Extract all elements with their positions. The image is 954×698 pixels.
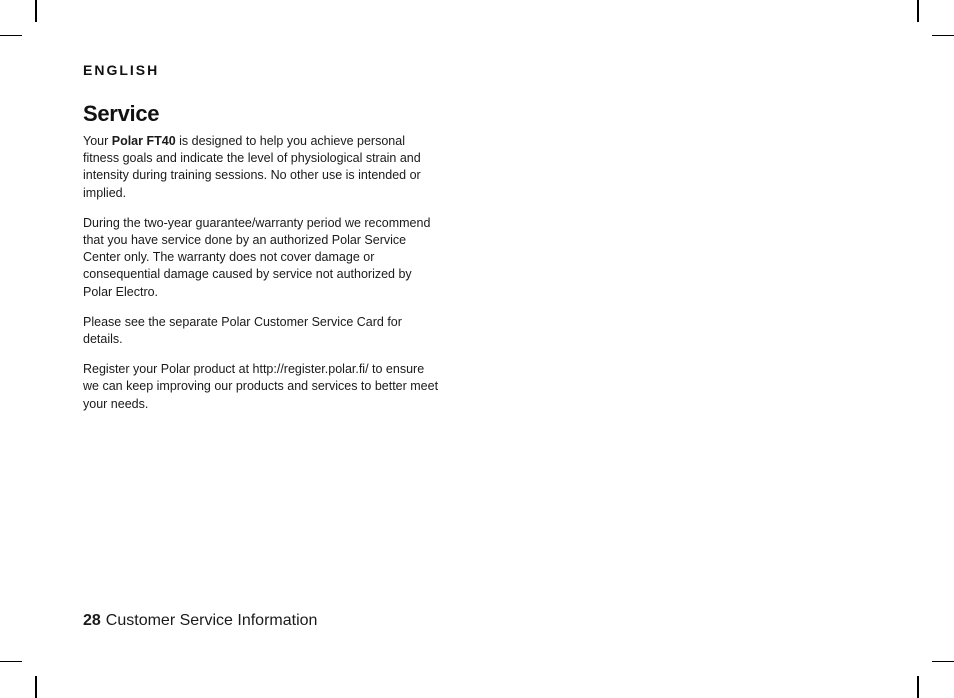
page-number: 28 — [83, 612, 101, 629]
paragraph-service-card: Please see the separate Polar Customer Service Card for details. — [83, 314, 402, 347]
paragraph-warranty: During the two-year guarantee/warranty period we recommend that you have service done by an authorized Polar Service Center only. The warranty does not cover damage or consequential damage caused by service not authorized by Polar Electro. — [83, 215, 431, 299]
paragraph-intro-prefix: Your — [83, 134, 112, 148]
product-name: Polar FT40 — [111, 134, 176, 148]
page-heading: Service — [83, 101, 160, 126]
crop-mark-top-left-vertical — [35, 0, 37, 22]
paragraph-intro — [83, 133, 439, 202]
paragraph-intro-text: is designed to help you achieve personal fitness goals and indicate the level of physiological strain and intensity during training sessions. No other use is intended or implied. — [83, 134, 421, 200]
crop-mark-top-right-horizontal — [932, 35, 954, 36]
crop-mark-top-right-vertical — [917, 0, 919, 22]
crop-mark-bottom-left-vertical — [35, 676, 37, 698]
crop-mark-bottom-right-vertical — [917, 676, 919, 698]
language-label: ENGLISH — [83, 62, 160, 78]
crop-mark-bottom-right-horizontal — [932, 661, 954, 662]
crop-mark-bottom-left-horizontal — [0, 661, 22, 662]
crop-mark-top-left-horizontal — [0, 35, 22, 36]
paragraph-register: Register your Polar product at http://register.polar.fi/ to ensure we can keep improving our products and services to better meet your needs. — [83, 362, 439, 411]
page-footer — [83, 612, 317, 630]
body-text — [83, 133, 439, 426]
footer-section-title: Customer Service Information — [105, 612, 318, 629]
